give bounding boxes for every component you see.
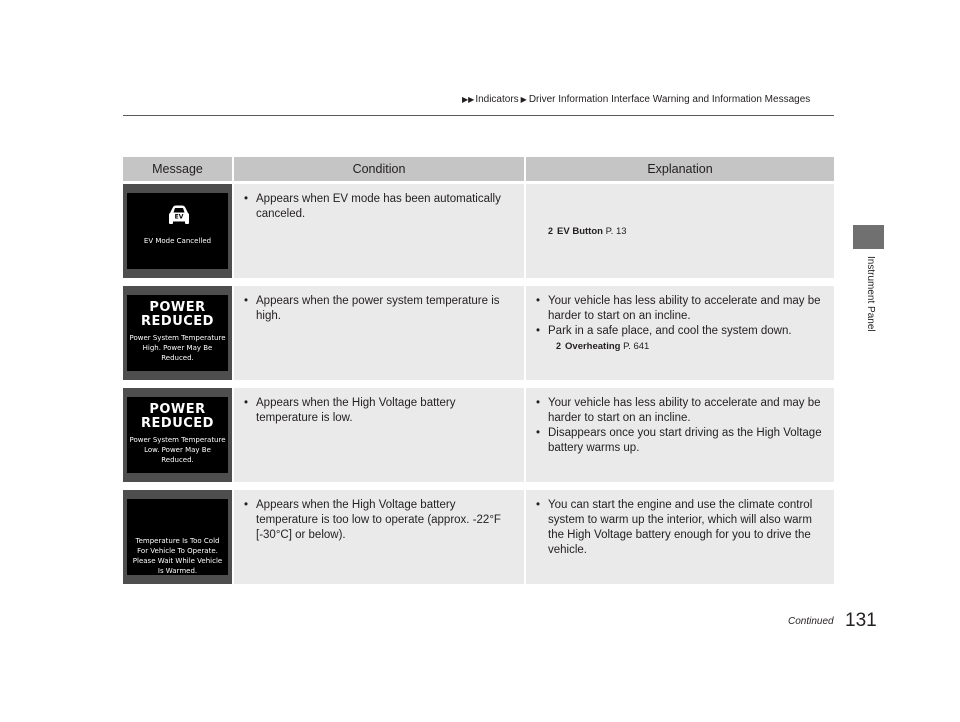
screen-big-text: POWER REDUCED (141, 300, 214, 329)
explanation-bullet: • You can start the engine and use the climate control system to warm up the interior, which will also warm the High Voltage battery enough for you to drive the vehicle. (548, 498, 826, 558)
condition-cell (234, 380, 526, 482)
condition-cell (234, 278, 526, 380)
condition-bullet: • Appears when the High Voltage battery temperature is low. (256, 396, 516, 426)
breadcrumb-part-1[interactable]: Indicators (475, 94, 519, 105)
message-table (123, 157, 834, 584)
xref-page: P. 13 (605, 226, 627, 237)
breadcrumb-separator-icon: ▶ (520, 95, 527, 104)
ev-car-icon (167, 204, 191, 226)
condition-cell (234, 181, 526, 278)
message-screen-power-reduced-low (127, 397, 228, 473)
explanation-bullet: • Your vehicle has less ability to accelerate and may be harder to start on an incline. (548, 294, 826, 324)
section-tab-marker (853, 225, 884, 249)
condition-bullet: • Appears when the power system temperature is high. (256, 294, 516, 324)
explanation-cell (526, 181, 834, 278)
screen-text: EV Mode Cancelled (143, 237, 212, 245)
header-condition: Condition (234, 157, 526, 181)
header-explanation: Explanation (526, 157, 834, 181)
cross-reference-link[interactable] (526, 339, 834, 354)
explanation-bullet: • Disappears once you start driving as the High Voltage battery warms up. (548, 426, 826, 456)
screen-big-text: POWER REDUCED (141, 402, 214, 431)
breadcrumb-arrow-icon: ▶▶ (462, 95, 475, 104)
reference-arrow-icon: 2 (556, 341, 562, 351)
breadcrumb-part-2[interactable]: Driver Information Interface Warning and Information Messages (528, 94, 811, 105)
xref-title: EV Button (557, 226, 603, 237)
table-row (123, 181, 834, 278)
screen-text: Power System Temperature High. Power May Be Reduced. (129, 334, 226, 362)
explanation-bullet: • Your vehicle has less ability to accelerate and may be harder to start on an incline. (548, 396, 826, 426)
xref-page: P. 641 (623, 341, 650, 352)
page-number: 131 (845, 610, 877, 631)
message-screen-cell (123, 482, 234, 584)
condition-cell (234, 482, 526, 584)
explanation-bullet: • Park in a safe place, and cool the system down. (548, 324, 826, 339)
svg-text:EV: EV (174, 213, 184, 221)
screen-text: Power System Temperature Low. Power May Be Reduced. (129, 436, 226, 464)
message-screen-cell (123, 380, 234, 482)
xref-title: Overheating (565, 341, 621, 352)
explanation-cell (526, 482, 834, 584)
section-tab-label: Instrument Panel (865, 256, 876, 332)
message-screen-power-reduced-high (127, 295, 228, 371)
table-row (123, 380, 834, 482)
header-divider (123, 115, 834, 116)
continued-label: Continued (788, 616, 834, 627)
header-message: Message (123, 157, 234, 181)
explanation-cell (526, 380, 834, 482)
explanation-cell (526, 278, 834, 380)
cross-reference-link[interactable] (526, 224, 834, 239)
message-screen-too-cold (127, 499, 228, 575)
reference-arrow-icon: 2 (548, 226, 554, 236)
condition-bullet: • Appears when EV mode has been automatically canceled. (256, 192, 516, 222)
table-row (123, 482, 834, 584)
message-screen-ev-mode-cancelled (127, 193, 228, 269)
message-screen-cell (123, 278, 234, 380)
screen-text: Temperature Is Too Cold For Vehicle To Operate. Please Wait While Vehicle Is Warmed. (132, 537, 223, 575)
message-screen-cell (123, 181, 234, 278)
breadcrumb (461, 94, 810, 105)
table-row (123, 278, 834, 380)
condition-bullet: • Appears when the High Voltage battery temperature is too low to operate (approx. -22°F [-30°C] or below). (256, 498, 516, 543)
